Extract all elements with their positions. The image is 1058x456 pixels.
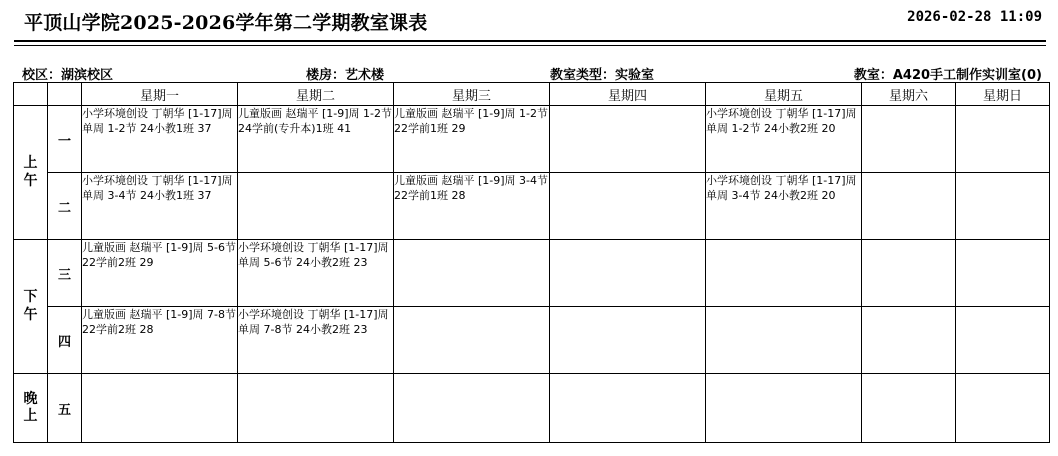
schedule-cell <box>956 307 1050 374</box>
course-entry: 儿童版画 赵瑞平 [1-9]周 5-6节 22学前2班 29 <box>82 241 237 269</box>
schedule-cell <box>82 374 238 443</box>
schedule-cell <box>550 374 706 443</box>
timetable <box>13 82 1050 443</box>
course-entry: 儿童版画 赵瑞平 [1-9]周 7-8节 22学前2班 28 <box>82 308 237 336</box>
schedule-cell <box>862 106 956 173</box>
slot-label: 五 <box>48 374 82 443</box>
schedule-cell <box>394 240 550 307</box>
timetable-row <box>14 106 1050 173</box>
page-title: 平顶山学院2025-2026学年第二学期教室课表 <box>24 12 428 34</box>
corner-cell <box>14 83 48 106</box>
campus-label: 校区：湖滨校区 <box>22 68 114 83</box>
period-label: 上午 <box>23 155 38 189</box>
slot-label: 二 <box>48 173 82 240</box>
course-entry: 儿童版画 赵瑞平 [1-9]周 1-2节 22学前1班 29 <box>394 107 549 135</box>
course-entry: 小学环境创设 丁朝华 [1-17]周 单周 1-2节 24小教1班 37 <box>82 107 233 135</box>
room-label: 教室：A420手工制作实训室(0) <box>853 68 1042 83</box>
course-entry: 儿童版画 赵瑞平 [1-9]周 1-2节 24学前(专升本)1班 41 <box>238 107 393 135</box>
day-header: 星期六 <box>862 83 956 106</box>
course-entry: 小学环境创设 丁朝华 [1-17]周 单周 5-6节 24小教2班 23 <box>238 241 389 269</box>
schedule-cell <box>862 307 956 374</box>
course-entry: 小学环境创设 丁朝华 [1-17]周 单周 3-4节 24小教1班 37 <box>82 174 233 202</box>
schedule-cell <box>862 374 956 443</box>
day-header: 星期二 <box>238 83 394 106</box>
period-label: 下午 <box>23 289 38 323</box>
schedule-cell <box>706 374 862 443</box>
schedule-cell <box>394 307 550 374</box>
schedule-cell <box>706 173 862 240</box>
schedule-cell <box>550 106 706 173</box>
day-header: 星期日 <box>956 83 1050 106</box>
schedule-cell <box>238 307 394 374</box>
schedule-cell <box>956 106 1050 173</box>
schedule-cell <box>956 374 1050 443</box>
corner-cell <box>48 83 82 106</box>
schedule-cell <box>706 307 862 374</box>
day-header: 星期五 <box>706 83 862 106</box>
slot-label: 四 <box>48 307 82 374</box>
timetable-row <box>14 307 1050 374</box>
schedule-cell <box>550 307 706 374</box>
slot-label: 三 <box>48 240 82 307</box>
schedule-cell <box>956 173 1050 240</box>
schedule-cell <box>862 240 956 307</box>
course-entry: 儿童版画 赵瑞平 [1-9]周 3-4节 22学前1班 28 <box>394 174 549 202</box>
period-label: 晚上 <box>23 390 38 424</box>
schedule-cell <box>706 240 862 307</box>
schedule-cell <box>550 173 706 240</box>
timetable-row <box>14 374 1050 443</box>
print-datetime: 2026-02-28 11:09 <box>907 9 1042 25</box>
schedule-cell <box>82 106 238 173</box>
timetable-header-row <box>14 83 1050 106</box>
course-entry: 小学环境创设 丁朝华 [1-17]周 单周 3-4节 24小教2班 20 <box>706 174 857 202</box>
schedule-cell <box>238 240 394 307</box>
schedule-cell <box>550 240 706 307</box>
schedule-cell <box>394 106 550 173</box>
course-entry: 小学环境创设 丁朝华 [1-17]周 单周 7-8节 24小教2班 23 <box>238 308 389 336</box>
day-header: 星期一 <box>82 83 238 106</box>
day-header: 星期三 <box>394 83 550 106</box>
schedule-cell <box>956 240 1050 307</box>
schedule-cell <box>394 374 550 443</box>
course-entry: 小学环境创设 丁朝华 [1-17]周 单周 1-2节 24小教2班 20 <box>706 107 857 135</box>
day-header: 星期四 <box>550 83 706 106</box>
header-rule-thin <box>14 45 1046 46</box>
schedule-cell <box>82 307 238 374</box>
period-afternoon <box>14 240 48 374</box>
header-rule-thick <box>14 40 1046 42</box>
schedule-cell <box>862 173 956 240</box>
schedule-cell <box>706 106 862 173</box>
schedule-cell <box>238 374 394 443</box>
period-evening <box>14 374 48 443</box>
period-morning <box>14 106 48 240</box>
building-label: 楼房：艺术楼 <box>306 68 385 83</box>
schedule-cell <box>238 173 394 240</box>
timetable-row <box>14 240 1050 307</box>
schedule-cell <box>82 173 238 240</box>
schedule-cell <box>394 173 550 240</box>
timetable-row <box>14 173 1050 240</box>
schedule-cell <box>82 240 238 307</box>
schedule-cell <box>238 106 394 173</box>
room-type-label: 教室类型：实验室 <box>550 68 655 83</box>
slot-label: 一 <box>48 106 82 173</box>
